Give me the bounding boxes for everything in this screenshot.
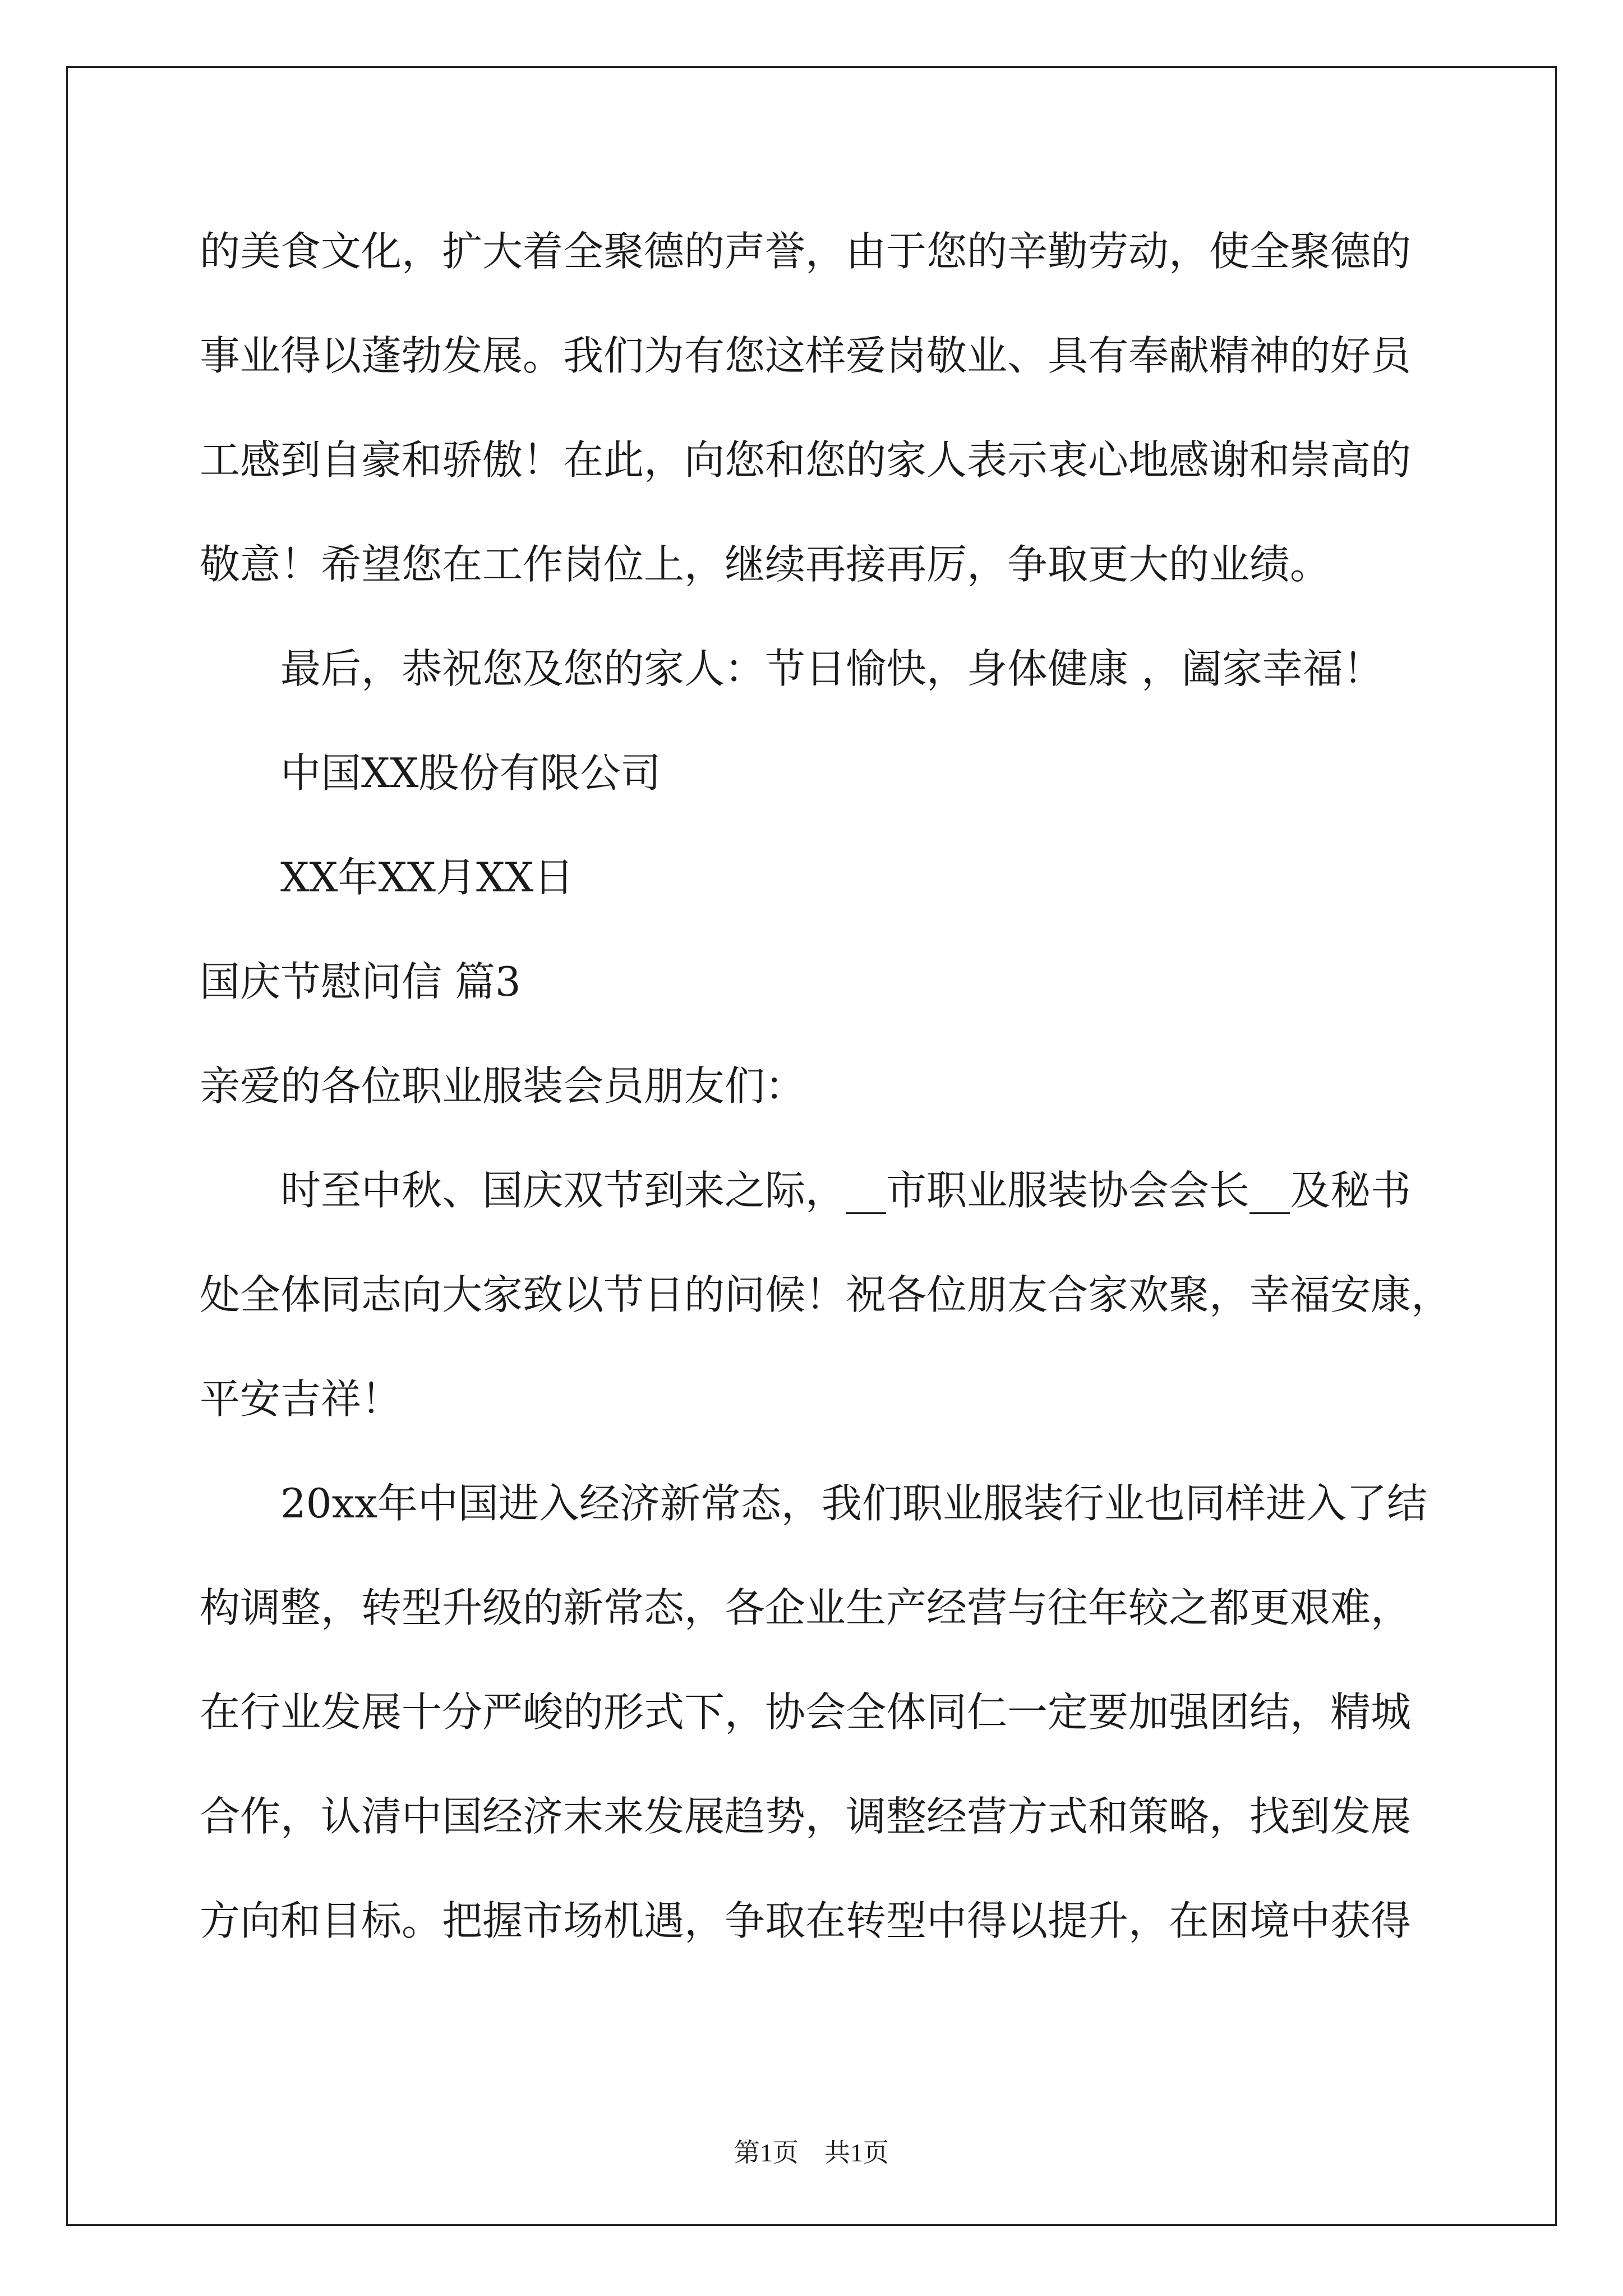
- body-line: 在行业发展十分严峻的形式下，协会全体同仁一定要加强团结，精城: [200, 1688, 1412, 1736]
- closing-greeting: 最后，恭祝您及您的家人：节日愉快，身体健康 ，阖家幸福！: [280, 645, 1384, 692]
- body-line: 工感到自豪和骄傲！在此，向您和您的家人表示衷心地感谢和崇高的: [200, 436, 1412, 484]
- signature-date: XX年XX月XX日: [280, 854, 574, 901]
- signature-company: 中国XX股份有限公司: [280, 749, 661, 797]
- body-line: 时至中秋、国庆双节到来之际，__市职业服装协会会长__及秘书: [280, 1167, 1412, 1214]
- body-line: 方向和目标。把握市场机遇，争取在转型中得以提升，在困境中获得: [200, 1897, 1412, 1944]
- body-line: 敬意！希望您在工作岗位上，继续再接再厉，争取更大的业绩。: [200, 541, 1331, 588]
- page-number-footer: 第1页 共1页: [734, 2138, 889, 2167]
- section-heading: 国庆节慰问信 篇3: [200, 958, 521, 1005]
- body-line: 平安吉祥！: [200, 1375, 402, 1423]
- body-line: 的美食文化，扩大着全聚德的声誉，由于您的辛勤劳动，使全聚德的: [200, 228, 1412, 275]
- body-line: 构调整，转型升级的新常态，各企业生产经营与往年较之都更艰难，: [200, 1584, 1412, 1631]
- body-line: 合作，认清中国经济末来发展趋势，调整经营方式和策略，找到发展: [200, 1793, 1412, 1840]
- body-line: 20xx年中国进入经济新常态，我们职业服装行业也同样进入了结: [280, 1480, 1427, 1527]
- body-line: 处全体同志向大家致以节日的问候！祝各位朋友合家欢聚，幸福安康，: [200, 1271, 1452, 1318]
- salutation: 亲爱的各位职业服装会员朋友们：: [200, 1062, 806, 1110]
- body-line: 事业得以蓬勃发展。我们为有您这样爱岗敬业、具有奉献精神的好员: [200, 332, 1412, 379]
